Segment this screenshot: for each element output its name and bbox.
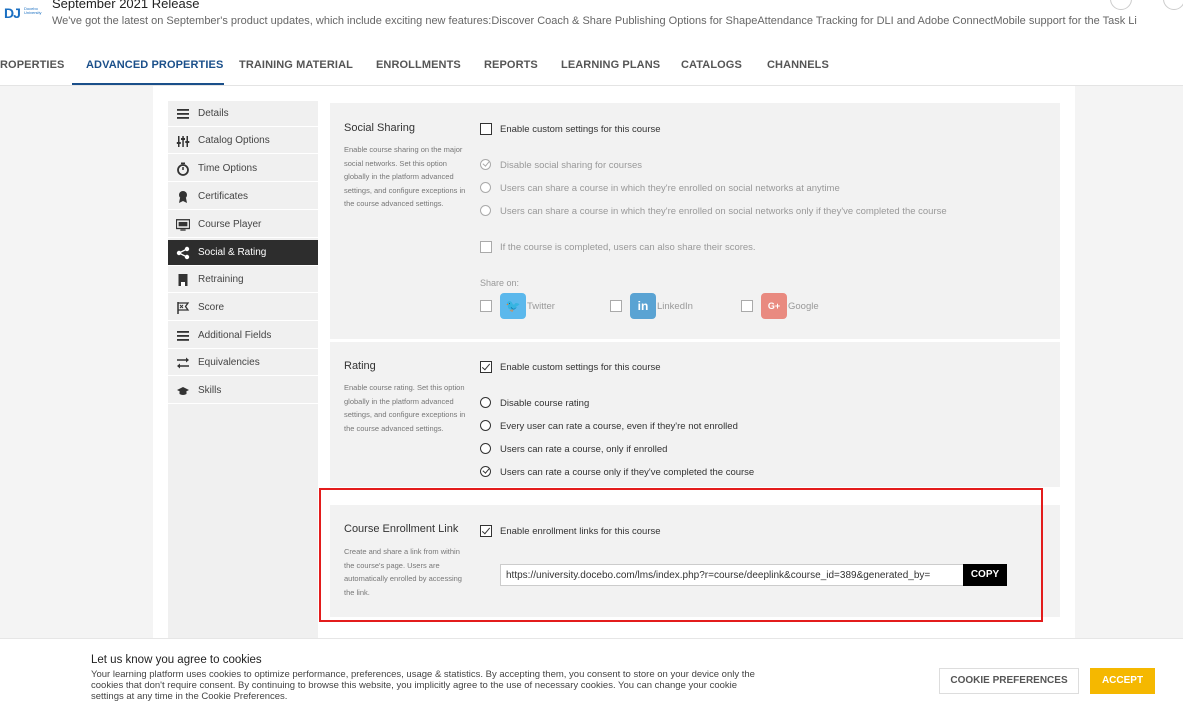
logo-brand: Docebo University [24, 6, 42, 15]
radio-button[interactable] [480, 205, 491, 216]
sidebar-item-skills[interactable] [168, 378, 318, 404]
sidebar-item-score[interactable] [168, 295, 318, 321]
google-plus-icon: G+ [761, 293, 787, 319]
sidebar-item-time-options[interactable] [168, 156, 318, 182]
stopwatch-icon [176, 162, 190, 176]
course-tabs [0, 48, 1183, 86]
sidebar-item-additional-fields[interactable] [168, 323, 318, 349]
social-sharing-section [330, 103, 1060, 339]
share-linkedin-option[interactable] [610, 293, 720, 319]
sidebar-item-catalog-options[interactable] [168, 128, 318, 154]
sidebar-item-certificates[interactable] [168, 184, 318, 210]
option-label: Disable social sharing for courses [500, 160, 643, 171]
radio-button[interactable] [480, 159, 491, 170]
linkedin-icon: in [630, 293, 656, 319]
option-label: Users can rate a course only if they've completed the course [500, 467, 755, 478]
banner-title[interactable]: September 2021 Release [52, 0, 200, 11]
sidebar-item-label: Course Player [198, 219, 262, 230]
accept-cookies-button[interactable]: ACCEPT [1090, 668, 1155, 694]
sidebar-item-label: Social & Rating [198, 247, 267, 258]
checkbox[interactable] [480, 123, 492, 135]
checkbox[interactable] [610, 300, 622, 312]
option-label: Enable custom settings for this course [500, 362, 661, 373]
tab-advanced-properties[interactable]: ADVANCED PROPERTIES [86, 59, 224, 71]
sidebar-item-course-player[interactable] [168, 212, 318, 238]
rating-title: Rating [344, 360, 376, 372]
option-label: Users can rate a course, only if enrolled [500, 444, 668, 455]
radio-button[interactable] [480, 182, 491, 193]
cookie-preferences-button[interactable]: COOKIE PREFERENCES [939, 668, 1079, 694]
rating-section [330, 342, 1060, 487]
share-google-option[interactable] [741, 293, 851, 319]
active-tab-indicator [72, 83, 224, 85]
option-label: Every user can rate a course, even if they're not enrolled [500, 421, 738, 432]
player-icon [176, 218, 190, 232]
social-sharing-title: Social Sharing [344, 122, 415, 134]
bookmark-icon [176, 273, 190, 287]
share-on-label: Share on: [480, 278, 520, 288]
enrollment-link-title: Course Enrollment Link [344, 523, 459, 535]
docebo-logo [4, 5, 42, 21]
option-label: Disable course rating [500, 398, 590, 409]
cookie-text: Your learning platform uses cookies to optimize performance, preferences, usage & statistics. By accepting them, you consent to store on your device only the cookies that don't require consent. By continuing to browse this website, you implicitly agree to the use of necessary cookies. You can change your cookie settings at any time in the Cookie Preferences. [91, 669, 755, 702]
enrollment-link-url: https://university.docebo.com/lms/index.php?r=course/deeplink&course_id=389&generated_by= [506, 570, 931, 581]
sidebar-item-label: Details [198, 108, 229, 119]
list-icon [176, 107, 190, 121]
tab-channels[interactable]: CHANNELS [767, 59, 829, 71]
radio-button[interactable] [480, 466, 491, 477]
enrollment-link-description: Create and share a link from within the course's page. Users are automatically enrolled by accessing the link. [344, 547, 462, 597]
score-flag-icon [176, 301, 190, 315]
cookie-banner [0, 638, 1183, 709]
checkbox[interactable] [741, 300, 753, 312]
cookie-title: Let us know you agree to cookies [91, 654, 262, 666]
sidebar-item-label: Time Options [198, 163, 258, 174]
sidebar-item-label: Retraining [198, 274, 244, 285]
swap-arrows-icon [176, 356, 190, 370]
logo-mark: DJ [4, 5, 20, 21]
sidebar-item-label: Additional Fields [198, 330, 272, 341]
award-icon [176, 190, 190, 204]
checkbox[interactable] [480, 241, 492, 253]
banner-nav-button[interactable] [1163, 0, 1183, 10]
tab-learning-plans[interactable]: LEARNING PLANS [561, 59, 661, 71]
sliders-icon [176, 134, 190, 148]
option-label: Users can share a course in which they're enrolled on social networks only if they've completed the course [500, 206, 947, 217]
copy-button[interactable]: COPY [963, 564, 1007, 586]
settings-sidebar [168, 101, 318, 638]
sidebar-item-label: Equivalencies [198, 357, 260, 368]
share-twitter-option[interactable] [480, 293, 590, 319]
checkbox[interactable] [480, 361, 492, 373]
radio-button[interactable] [480, 420, 491, 431]
option-label: Enable custom settings for this course [500, 124, 661, 135]
tab-reports[interactable]: REPORTS [484, 59, 538, 71]
graduation-cap-icon [176, 384, 190, 398]
sidebar-item-equivalencies[interactable] [168, 350, 318, 376]
share-icon [176, 246, 190, 260]
social-sharing-description: Enable course sharing on the major social networks. Set this option globally in the platform advanced settings, and configure exceptions in the course advanced settings. [344, 145, 466, 208]
tab-training-material[interactable]: TRAINING MATERIAL [239, 59, 353, 71]
list-icon [176, 329, 190, 343]
checkbox[interactable] [480, 300, 492, 312]
sidebar-item-label: Catalog Options [198, 135, 270, 146]
network-name: LinkedIn [657, 301, 693, 312]
network-name: Google [788, 301, 819, 312]
sidebar-item-label: Skills [198, 385, 222, 396]
network-name: Twitter [527, 301, 555, 312]
sidebar-item-social-rating[interactable] [168, 240, 318, 266]
radio-button[interactable] [480, 443, 491, 454]
rating-description: Enable course rating. Set this option globally in the platform advanced settings, and configure exceptions in the course advanced settings. [344, 383, 466, 433]
radio-button[interactable] [480, 397, 491, 408]
sidebar-item-label: Certificates [198, 191, 249, 202]
sidebar-item-label: Score [198, 302, 225, 313]
banner-nav-button[interactable] [1110, 0, 1132, 10]
option-label: Users can share a course in which they're enrolled on social networks at anytime [500, 183, 840, 194]
option-label: Enable enrollment links for this course [500, 526, 661, 537]
tab-enrollments[interactable]: ENROLLMENTS [376, 59, 461, 71]
sidebar-item-retraining[interactable] [168, 267, 318, 293]
release-banner [0, 0, 1183, 40]
option-label: If the course is completed, users can also share their scores. [500, 242, 756, 253]
twitter-icon: 🐦 [500, 293, 526, 319]
highlight-frame [319, 488, 1043, 622]
banner-text: We've got the latest on September's product updates, which include exciting new features:Discover Coach & Share Publishing Options for ShapeAttendance Tracking for DLI and Adobe ConnectMobile support for the Task Li [52, 15, 1137, 27]
tab-catalogs[interactable]: CATALOGS [681, 59, 742, 71]
sidebar-item-details[interactable] [168, 101, 318, 127]
tab-properties[interactable]: ROPERTIES [0, 59, 65, 71]
